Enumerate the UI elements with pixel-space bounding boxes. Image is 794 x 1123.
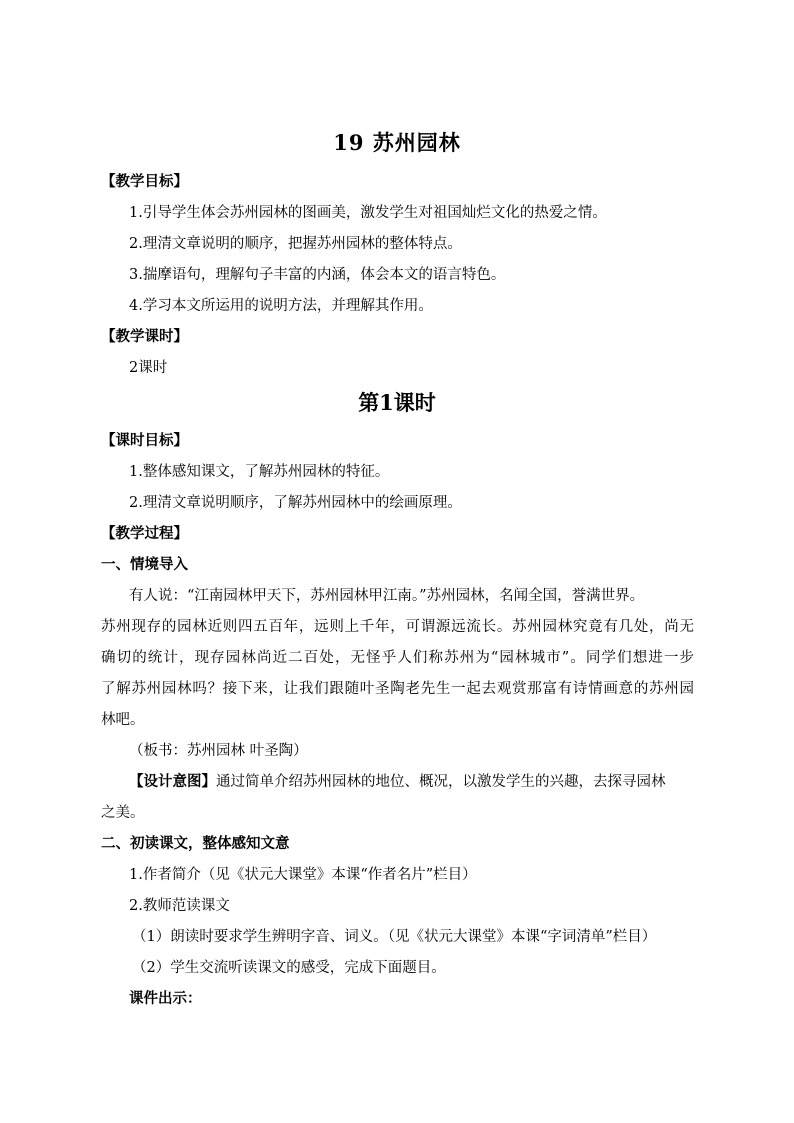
lesson-title: 第1课时 [358, 390, 436, 415]
design-intent-label: 【设计意图】 [129, 773, 216, 790]
goal-item: 4.学习本文所运用的说明方法，并理解其作用。 [129, 298, 433, 314]
page-title: 19 苏州园林 [333, 130, 461, 155]
paragraph-line: 林吧。 [101, 712, 145, 728]
list-item: 1.作者简介（见《状元大课堂》本课“作者名片”栏目） [129, 867, 477, 883]
lesson-goals-heading: 【课时目标】 [101, 432, 188, 449]
teaching-process-heading: 【教学过程】 [101, 525, 188, 542]
paragraph-line: 有人说：“江南园林甲天下，苏州园林甲江南。”苏州园林，名闻全国，誉满世界。 [129, 588, 645, 604]
section-heading: 二、初读课文，整体感知文意 [101, 835, 290, 852]
board-note: （板书：苏州园林 叶圣陶） [129, 743, 308, 759]
paragraph-line: 确切的统计，现存园林尚近二百处，无怪乎人们称苏州为“园林城市”。同学们想进一步 [101, 650, 694, 666]
lesson-goal-item: 1.整体感知课文，了解苏州园林的特征。 [129, 464, 390, 480]
section-heading: 一、情境导入 [101, 556, 188, 573]
teaching-hours-value: 2课时 [129, 360, 168, 376]
paragraph-line: 苏州现存的园林近则四五百年，远则上千年，可谓源远流长。苏州园林究竟有几处，尚无 [101, 619, 694, 635]
list-item: 2.教师范读课文 [129, 898, 230, 914]
list-item: （2）学生交流听读课文的感受，完成下面题目。 [132, 960, 446, 976]
goal-item: 2.理清文章说明的顺序，把握苏州园林的整体特点。 [129, 236, 462, 252]
paragraph-line: 之美。 [101, 805, 145, 821]
list-item: （1）朗读时要求学生辨明字音、词义。（见《状元大课堂》本课“字词清单”栏目） [132, 929, 657, 945]
goal-item: 1.引导学生体会苏州园林的图画美，激发学生对祖国灿烂文化的热爱之情。 [129, 205, 607, 221]
teaching-hours-heading: 【教学课时】 [101, 328, 188, 345]
teaching-goals-heading: 【教学目标】 [101, 173, 188, 190]
design-intent-line [129, 772, 666, 792]
design-intent-text: 通过简单介绍苏州园林的地位、概况，以激发学生的兴趣，去探寻园林 [216, 774, 666, 790]
lesson-goal-item: 2.理清文章说明顺序，了解苏州园林中的绘画原理。 [129, 495, 462, 511]
goal-item: 3.揣摩语句，理解句子丰富的内涵，体会本文的语言特色。 [129, 267, 506, 283]
courseware-label: 课件出示： [129, 990, 202, 1007]
paragraph-line: 了解苏州园林吗？接下来，让我们跟随叶圣陶老先生一起去观赏那富有诗情画意的苏州园 [101, 681, 694, 697]
